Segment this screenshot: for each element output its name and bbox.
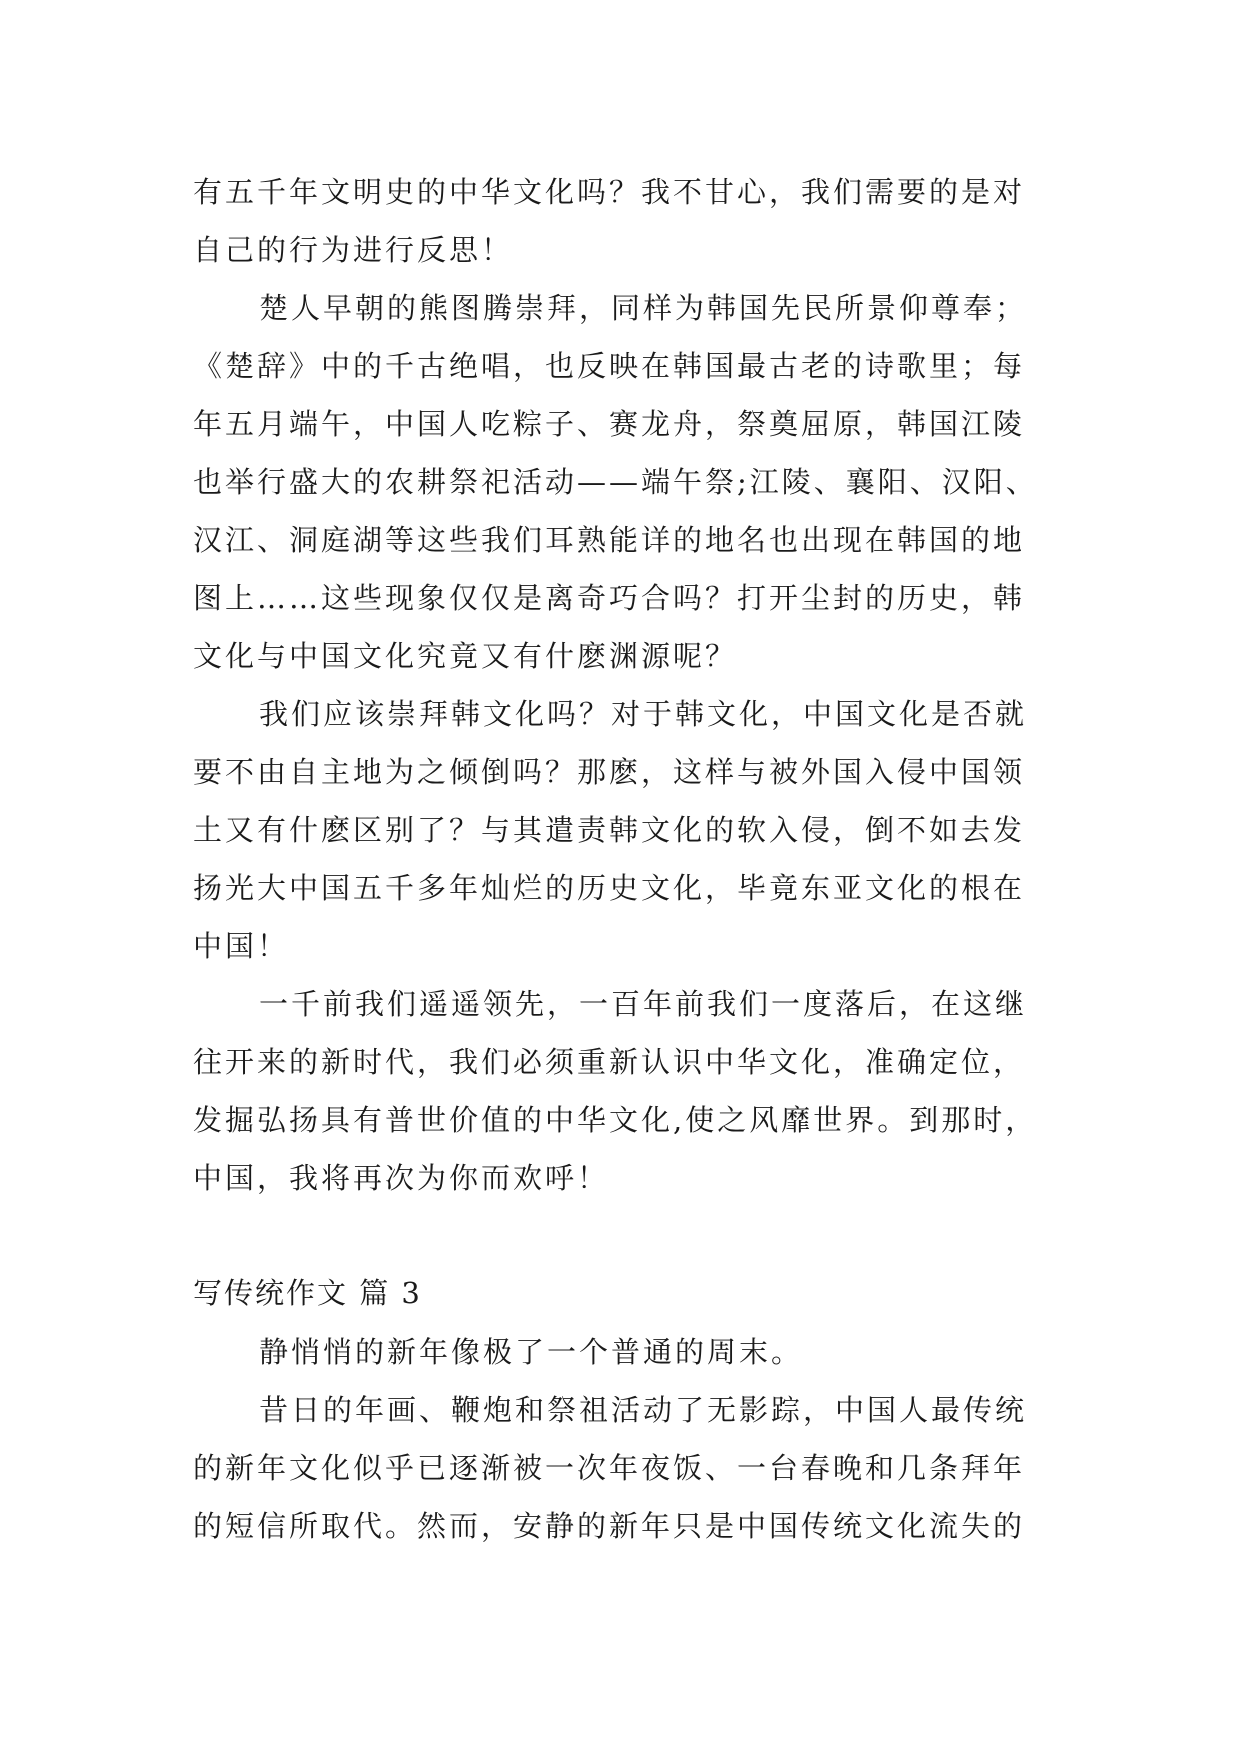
- text-line: 有五千年文明史的中华文化吗？我不甘心，我们需要的是对: [193, 175, 1026, 209]
- section-heading: 写传统作文 篇 3: [193, 1276, 422, 1310]
- text-line: 楚人早朝的熊图腾崇拜，同样为韩国先民所景仰尊奉；: [259, 291, 1028, 325]
- text-line: 文化与中国文化究竟又有什麽渊源呢？: [193, 639, 738, 673]
- paragraph: [193, 975, 1073, 1207]
- paragraph: [193, 1323, 1073, 1381]
- text-line: 《楚辞》中的千古绝唱，也反映在韩国最古老的诗歌里；每: [193, 349, 1026, 383]
- text-line: 的短信所取代。然而，安静的新年只是中国传统文化流失的: [193, 1509, 1026, 1543]
- text-line: 发掘弘扬具有普世价值的中华文化,使之风靡世界。到那时，: [193, 1103, 1038, 1137]
- text-line: 图上……这些现象仅仅是离奇巧合吗？打开尘封的历史，韩: [193, 581, 1026, 615]
- section-spacer: [193, 1207, 1073, 1263]
- text-line: 要不由自主地为之倾倒吗？那麽，这样与被外国入侵中国领: [193, 755, 1026, 789]
- text-line: 往开来的新时代，我们必须重新认识中华文化，准确定位，: [193, 1045, 1026, 1079]
- paragraph: [193, 279, 1073, 685]
- paragraph: [193, 163, 1073, 279]
- text-line: 土又有什麽区别了？与其遣责韩文化的软入侵，倒不如去发: [193, 813, 1026, 847]
- paragraph: [193, 685, 1073, 975]
- paragraph: [193, 1381, 1073, 1555]
- text-line: 一千前我们遥遥领先，一百年前我们一度落后，在这继: [259, 987, 1028, 1021]
- text-line: 年五月端午，中国人吃粽子、赛龙舟，祭奠屈原，韩国江陵: [193, 407, 1026, 441]
- text-line: 中国，我将再次为你而欢呼！: [193, 1161, 610, 1195]
- text-line: 静悄悄的新年像极了一个普通的周末。: [259, 1335, 804, 1369]
- text-line: 也举行盛大的农耕祭祀活动——端午祭;江陵、襄阳、汉阳、: [193, 465, 1038, 499]
- text-line: 汉江、洞庭湖等这些我们耳熟能详的地名也出现在韩国的地: [193, 523, 1026, 557]
- text-line: 的新年文化似乎已逐渐被一次年夜饭、一台春晚和几条拜年: [193, 1451, 1026, 1485]
- text-line: 自己的行为进行反思！: [193, 233, 514, 267]
- text-line: 昔日的年画、鞭炮和祭祖活动了无影踪，中国人最传统: [259, 1393, 1028, 1427]
- text-line: 扬光大中国五千多年灿烂的历史文化，毕竟东亚文化的根在: [193, 871, 1026, 905]
- document-body: [193, 163, 1073, 1555]
- text-line: 中国！: [193, 929, 290, 963]
- text-line: 我们应该崇拜韩文化吗？对于韩文化，中国文化是否就: [259, 697, 1028, 731]
